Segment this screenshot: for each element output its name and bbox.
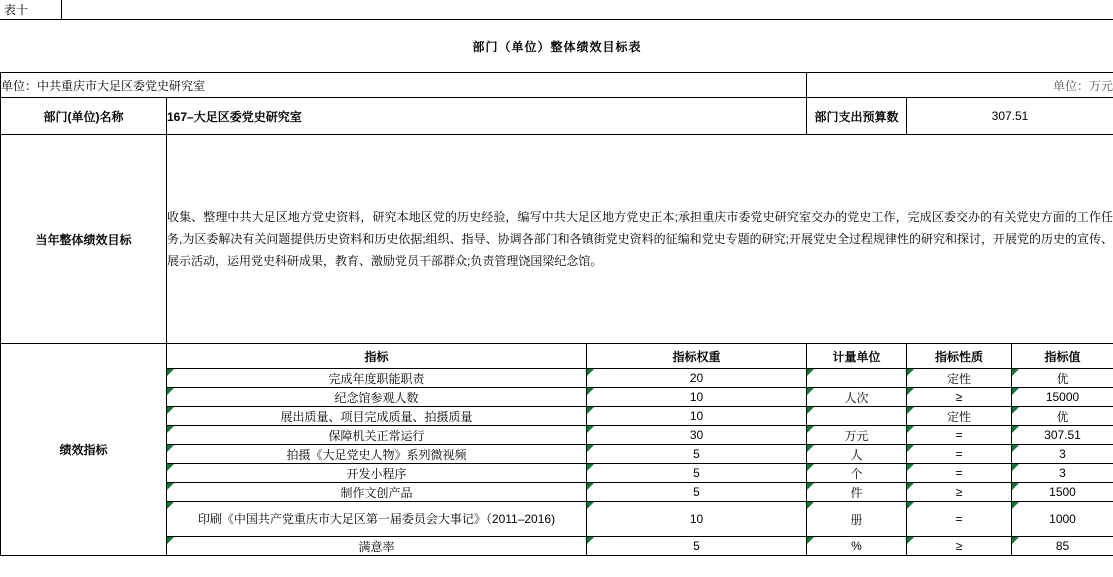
indicator-weight: 5 [587,445,807,464]
header-indicator-unit: 计量单位 [807,344,907,369]
goal-row [1,135,1113,344]
indicator-value: 3 [1012,464,1113,483]
table-row [1,407,1113,426]
sheet-corner-label: 表十 [0,0,62,20]
table-row [1,445,1113,464]
indicator-weight: 5 [587,483,807,502]
indicator-name: 开发小程序 [167,464,587,483]
indicator-weight: 30 [587,426,807,445]
goal-text: 收集、整理中共大足区地方党史资料，研究本地区党的历史经验，编写中共大足区地方党史正本;承担重庆市委党史研究室交办的党史工作，完成区委交办的有关党史方面的工作任务,为区委解决有关问题提供历史资料和历史依据;组织、指导、协调各部门和各镇街党史资料的征编和党史专题的研究;开展党史全过程规律性的研究和探讨，开展党的历史的宣传、展示活动，运用党史科研成果，教育、激励党员干部群众;负责管理饶国梁纪念馆。 [167,135,1113,344]
indicator-value: 1500 [1012,483,1113,502]
sheet-corner-gap [62,0,1113,20]
indicator-weight: 5 [587,464,807,483]
header-indicator-name: 指标 [167,344,587,369]
indicator-name: 制作文创产品 [167,483,587,502]
department-label: 部门(单位)名称 [1,98,167,135]
indicator-unit [807,407,907,426]
indicator-nature: = [907,502,1012,537]
indicator-name: 满意率 [167,537,587,556]
indicator-value: 85 [1012,537,1113,556]
table-row [1,483,1113,502]
indicator-unit [807,369,907,388]
indicator-unit: 万元 [807,426,907,445]
indicator-unit: 册 [807,502,907,537]
header-indicator-nature: 指标性质 [907,344,1012,369]
indicator-nature: = [907,445,1012,464]
indicator-weight: 10 [587,502,807,537]
indicator-nature: ≥ [907,537,1012,556]
header-indicator-value: 指标值 [1012,344,1113,369]
table-row [1,502,1113,537]
indicator-weight: 10 [587,407,807,426]
table-row [1,388,1113,407]
table-row [1,369,1113,388]
indicator-weight: 10 [587,388,807,407]
indicator-nature: = [907,464,1012,483]
indicator-nature: 定性 [907,407,1012,426]
indicator-nature: = [907,426,1012,445]
budget-value: 307.51 [907,98,1113,135]
indicator-header-row [1,344,1113,369]
indicator-nature: ≥ [907,388,1012,407]
table-row [1,426,1113,445]
unit-row [1,73,1113,98]
department-row [1,98,1113,135]
indicator-nature: ≥ [907,483,1012,502]
indicator-name: 印刷《中国共产党重庆市大足区第一届委员会大事记》（2011–2016) [167,502,587,537]
department-name-value: 167–大足区委党史研究室 [167,98,807,135]
main-table [0,20,1113,556]
indicator-weight: 5 [587,537,807,556]
indicator-unit: 个 [807,464,907,483]
table-row [1,464,1113,483]
indicator-weight: 20 [587,369,807,388]
indicator-unit: % [807,537,907,556]
indicator-name: 完成年度职能职责 [167,369,587,388]
indicator-unit: 件 [807,483,907,502]
table-row [1,537,1113,556]
goal-label: 当年整体绩效目标 [1,135,167,344]
header-indicator-weight: 指标权重 [587,344,807,369]
indicator-value: 307.51 [1012,426,1113,445]
indicator-unit: 人 [807,445,907,464]
indicator-name: 保障机关正常运行 [167,426,587,445]
budget-label: 部门支出预算数 [807,98,907,135]
unit-currency-text: 单位：万元 [807,73,1113,98]
indicator-value: 15000 [1012,388,1113,407]
title-row [1,20,1113,73]
indicator-name: 纪念馆参观人数 [167,388,587,407]
indicator-value: 1000 [1012,502,1113,537]
indicator-value: 优 [1012,407,1113,426]
performance-indicator-label: 绩效指标 [1,344,167,556]
indicator-value: 3 [1012,445,1113,464]
page-title: 部门（单位）整体绩效目标表 [472,39,642,54]
indicator-nature: 定性 [907,369,1012,388]
indicator-value: 优 [1012,369,1113,388]
unit-name-text: 单位：中共重庆市大足区委党史研究室 [1,73,807,98]
indicator-unit: 人次 [807,388,907,407]
indicator-name: 展出质量、项目完成质量、拍摄质量 [167,407,587,426]
indicator-name: 拍摄《大足党史人物》系列微视频 [167,445,587,464]
